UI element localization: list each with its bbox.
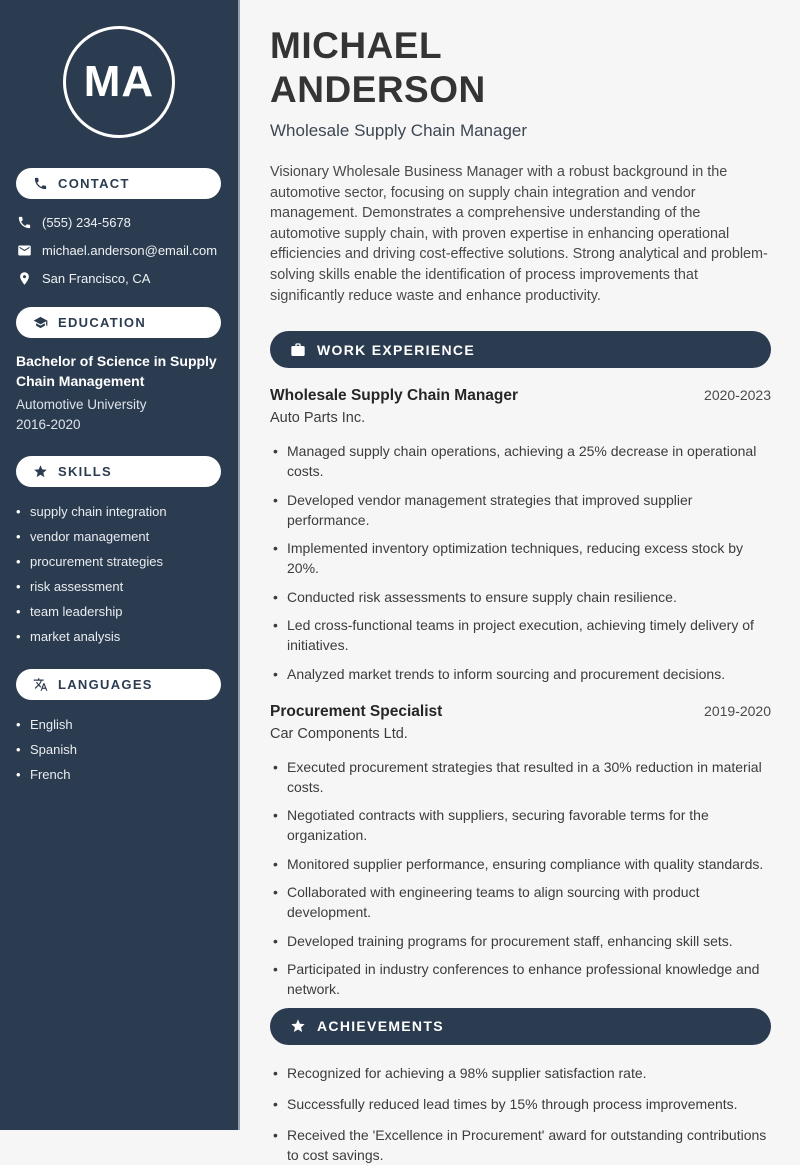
job-header [270, 703, 771, 721]
summary-paragraph: Visionary Wholesale Business Manager with a robust background in the automotive sector, focusing on supply chain integration and vendor management. Demonstrates a comprehensive understanding of the automotive supply chain, with proven expertise in enhancing operational efficiencies and driving cost-effective solutions. Strong analytical and problem-solving skills enable the identification of process improvements that significantly reduce waste and enhance productivity. [270, 164, 768, 304]
job-bullet: • Implemented inventory optimization techniques, reducing excess stock by 20%. [270, 538, 771, 578]
job-bullet: • Managed supply chain operations, achieving a 25% decrease in operational costs. [270, 441, 771, 481]
skills-list [0, 503, 238, 645]
headline: Wholesale Supply Chain Manager [270, 121, 528, 140]
languages-section-title: LANGUAGES [58, 677, 153, 692]
skill-item: • team leadership [16, 603, 228, 620]
skill-item: • risk assessment [16, 578, 228, 595]
briefcase-icon [290, 342, 306, 358]
languages-section-header [16, 669, 221, 700]
language-item: • Spanish [16, 741, 228, 758]
language-item: • French [16, 766, 228, 783]
graduation-cap-icon [33, 315, 48, 330]
achievements-list [270, 1063, 771, 1165]
location-pin-icon [17, 271, 32, 286]
main-content [240, 0, 800, 1163]
job-bullet: • Participated in industry conferences to enhance professional knowledge and network. [270, 959, 771, 999]
contact-section-header [16, 168, 221, 199]
job-bullet: • Analyzed market trends to inform sourcing and procurement decisions. [270, 664, 771, 684]
job-dates: 2020-2023 [704, 387, 771, 404]
skill-item: • vendor management [16, 528, 228, 545]
location-text: San Francisco, CA [42, 271, 151, 286]
phone-icon [17, 215, 32, 230]
skill-item: • supply chain integration [16, 503, 228, 520]
job-bullet: • Conducted risk assessments to ensure supply chain resilience. [270, 587, 771, 607]
achievements-header [270, 1008, 771, 1045]
job-bullet: • Developed vendor management strategies that improved supplier performance. [270, 490, 771, 530]
skill-item: • market analysis [16, 628, 228, 645]
job-title: Procurement Specialist [270, 702, 443, 720]
job-title: Wholesale Supply Chain Manager [270, 387, 519, 405]
achievements-title: ACHIEVEMENTS [317, 1018, 444, 1035]
languages-list [0, 716, 238, 783]
language-item: • English [16, 716, 228, 733]
phone-number: (555) 234-5678 [42, 215, 131, 230]
contact-section-title: CONTACT [58, 176, 130, 191]
phone-icon [33, 176, 48, 191]
star-icon [290, 1018, 306, 1034]
job-bullet: • Monitored supplier performance, ensuring compliance with quality standards. [270, 854, 771, 874]
job-bullet: • Led cross-functional teams in project execution, achieving timely delivery of initiatives. [270, 615, 771, 655]
achievement-item: • Received the 'Excellence in Procurement' award for outstanding contributions to cost savings. [270, 1125, 771, 1165]
education-dates: 2016-2020 [16, 417, 81, 432]
job-bullet: • Collaborated with engineering teams to align sourcing with product development. [270, 882, 771, 922]
job-bullet-list [270, 757, 771, 1000]
job-header [270, 387, 771, 405]
job-company: Auto Parts Inc. [270, 410, 366, 427]
contact-location-row [0, 270, 238, 287]
job-company: Car Components Ltd. [270, 725, 408, 742]
job-bullet: • Negotiated contracts with suppliers, securing favorable terms for the organization. [270, 805, 771, 845]
contact-phone-row [0, 214, 238, 231]
sidebar [0, 0, 240, 1130]
contact-email-row [0, 242, 238, 259]
work-experience-header [270, 331, 771, 368]
job-bullet: • Executed procurement strategies that resulted in a 30% reduction in material costs. [270, 757, 771, 797]
education-entry [0, 338, 238, 432]
job-bullet: • Developed training programs for procurement staff, enhancing skill sets. [270, 931, 771, 951]
degree-name: Bachelor of Science in Supply Chain Management [16, 353, 217, 389]
avatar-initials: MA [83, 57, 155, 106]
contact-list [0, 214, 238, 287]
person-name [270, 24, 771, 112]
job-entry [270, 387, 771, 684]
translate-icon [33, 677, 48, 692]
achievement-item: • Recognized for achieving a 98% supplier satisfaction rate. [270, 1063, 771, 1083]
education-section-header [16, 307, 221, 338]
mail-icon [17, 243, 32, 258]
school-name: Automotive University [16, 397, 147, 412]
first-name: MICHAEL [270, 25, 443, 66]
skill-item: • procurement strategies [16, 553, 228, 570]
last-name: ANDERSON [270, 69, 486, 110]
star-icon [33, 464, 48, 479]
achievement-item: • Successfully reduced lead times by 15% through process improvements. [270, 1094, 771, 1114]
education-section-title: EDUCATION [58, 315, 147, 330]
job-entry [270, 703, 771, 1000]
email-address: michael.anderson@email.com [42, 243, 218, 258]
skills-section-title: SKILLS [58, 464, 113, 479]
job-dates: 2019-2020 [704, 702, 771, 719]
skills-section-header [16, 456, 221, 487]
work-experience-title: WORK EXPERIENCE [317, 341, 475, 358]
avatar [63, 26, 175, 138]
job-bullet-list [270, 441, 771, 684]
